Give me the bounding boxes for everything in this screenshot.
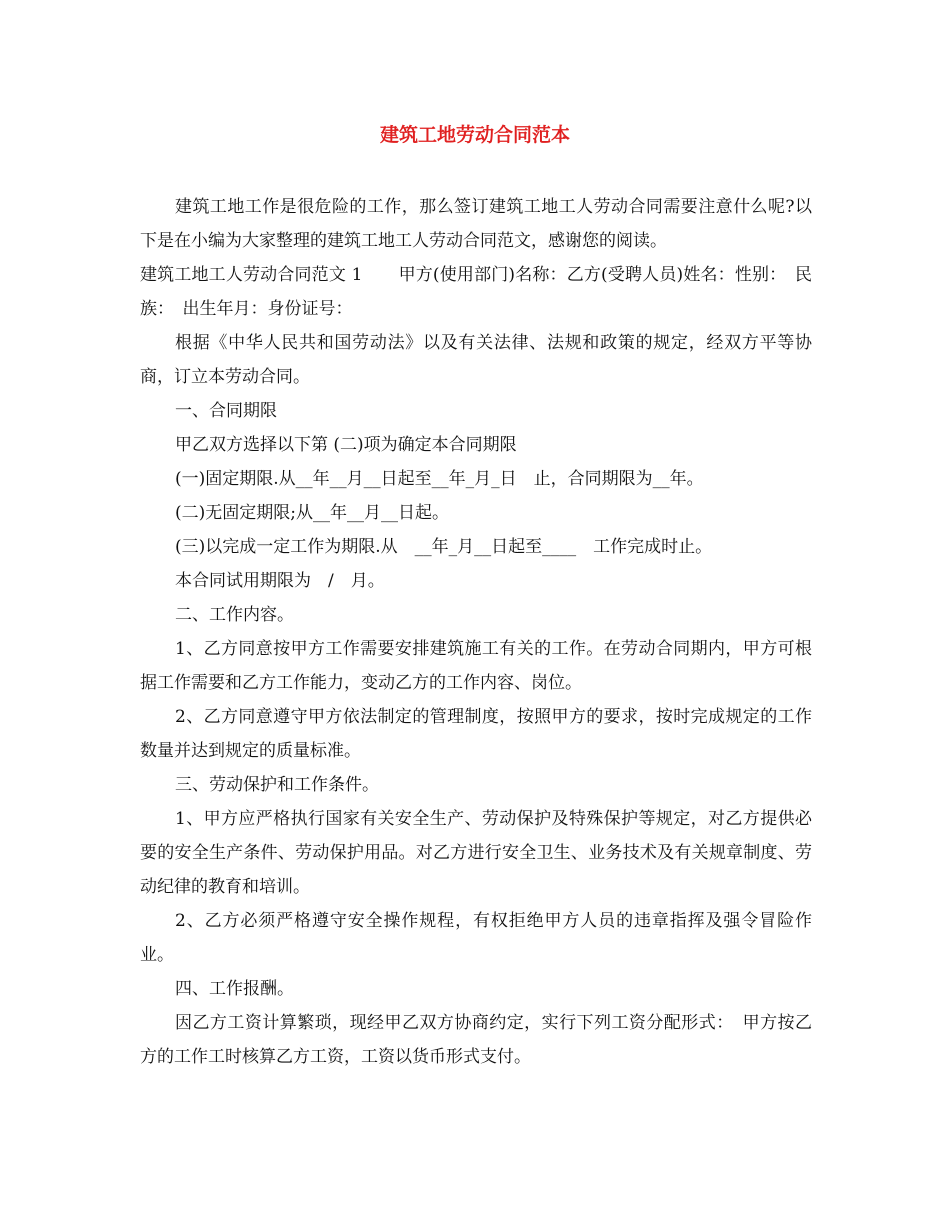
intro-paragraph: 建筑工地工作是很危险的工作，那么签订建筑工地工人劳动合同需要注意什么呢?以下是在小编为大家整理的建筑工地工人劳动合同范文，感谢您的阅读。 — [140, 197, 812, 251]
protection-clause-1: 1、甲方应严格执行国家有关安全生产、劳动保护及特殊保护等规定，对乙方提供必要的安全生产条件、劳动保护用品。对乙方进行安全卫生、业务技术及有关规章制度、劳动纪律的教育和培训。 — [140, 809, 812, 897]
protection-clause-2: 2、乙方必须严格遵守安全操作规程，有权拒绝甲方人员的违章指挥及强令冒险作业。 — [140, 911, 812, 965]
document-title: 建筑工地劳动合同范本 — [379, 124, 570, 146]
section-heading-work: 二、工作内容。 — [175, 605, 294, 625]
task-term-line: (三)以完成一定工作为期限.从 __年_月__日起至____ 工作完成时止。 — [175, 537, 713, 557]
section-heading-term: 一、合同期限 — [175, 401, 277, 421]
pay-clause: 因乙方工资计算繁琐，现经甲乙双方协商约定，实行下列工资分配形式： 甲方按乙方的工作工时核算乙方工资，工资以货币形式支付。 — [140, 1013, 812, 1067]
probation-line: 本合同试用期限为 / 月。 — [175, 571, 385, 591]
legal-basis-paragraph: 根据《中华人民共和国劳动法》以及有关法律、法规和政策的规定，经双方平等协商，订立本劳动合同。 — [140, 333, 812, 387]
section-heading-pay: 四、工作报酬。 — [175, 979, 294, 999]
document-body — [140, 190, 812, 1074]
section-heading-protection: 三、劳动保护和工作条件。 — [175, 775, 379, 795]
fixed-term-line: (一)固定期限.从__年__月__日起至__年_月_日 止，合同期限为__年。 — [175, 469, 704, 489]
work-clause-1: 1、乙方同意按甲方工作需要安排建筑施工有关的工作。在劳动合同期内，甲方可根据工作需要和乙方工作能力，变动乙方的工作内容、岗位。 — [140, 639, 812, 693]
sample-heading: 建筑工地工人劳动合同范文 1 — [140, 265, 363, 285]
work-clause-2: 2、乙方同意遵守甲方依法制定的管理制度，按照甲方的要求，按时完成规定的工作数量并达到规定的质量标准。 — [140, 707, 812, 761]
term-choice-line: 甲乙双方选择以下第 (二)项为确定本合同期限 — [175, 435, 517, 455]
party-info-paragraph — [140, 258, 812, 326]
open-term-line: (二)无固定期限;从__年__月__日起。 — [175, 503, 449, 523]
party-fields: 甲方(使用部门)名称：乙方(受聘人员)姓名：性别： 民族： 出生年月：身份证号： — [140, 265, 812, 319]
